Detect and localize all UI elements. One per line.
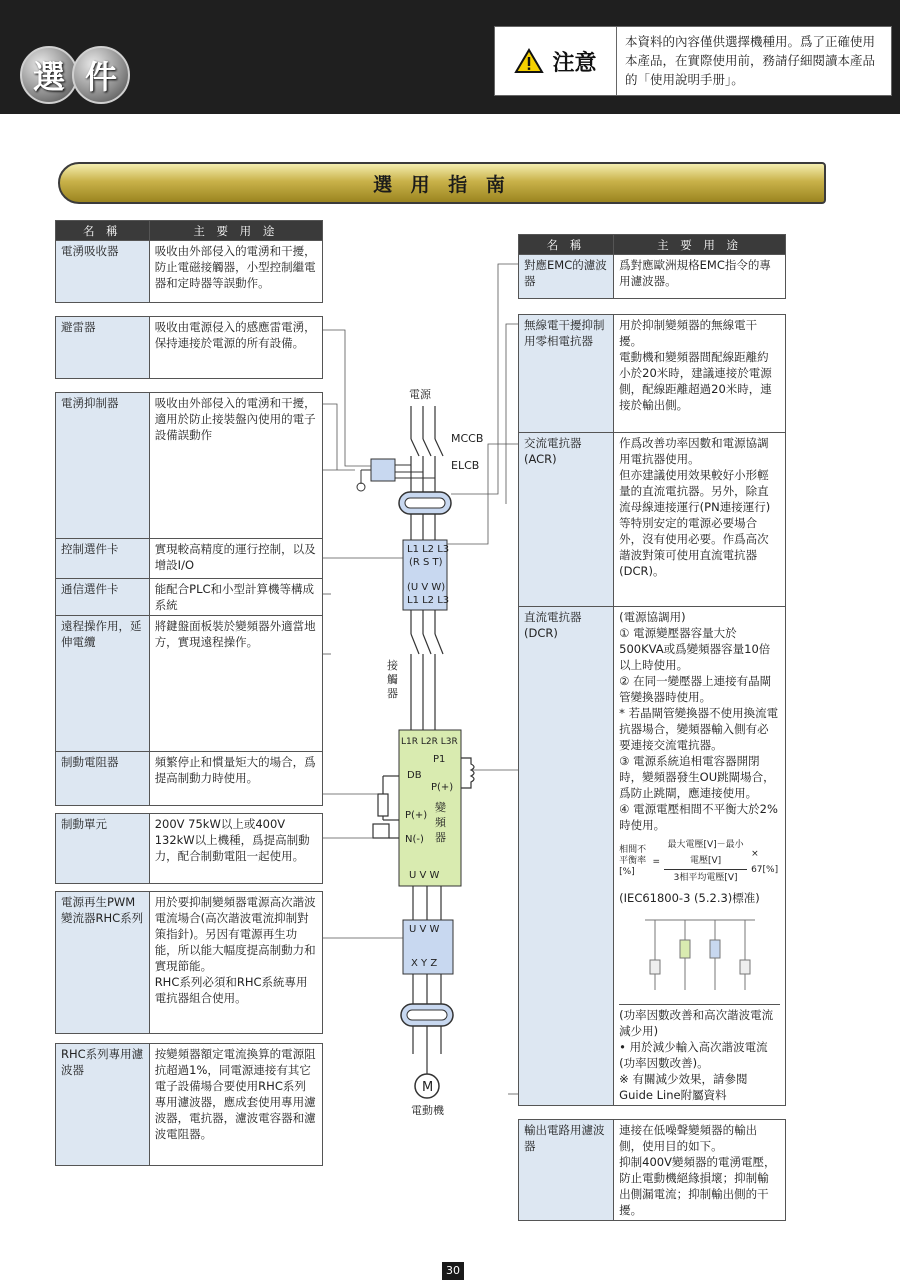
option-name: 制動單元	[56, 814, 150, 884]
pplus-left-terminal: P(+)	[405, 810, 428, 821]
option-name: 通信選件卡	[56, 579, 150, 616]
caution-title: 注意	[552, 50, 597, 76]
option-desc: 將鍵盤面板裝於變頻器外適當地方，實現遠程操作。	[149, 616, 322, 752]
filter-output-terminals: X Y Z	[411, 958, 438, 969]
dcr-desc	[614, 607, 786, 1106]
option-name: 無線電干擾抑制用零相電抗器	[519, 315, 614, 433]
dcr-coil	[461, 758, 474, 788]
note-title: (功率因數改善和高次諧波電流減少用)	[619, 1004, 780, 1039]
option-desc: 200V 75kW以上或400V 132kW以上機種，爲提高制動力，配合制動電阻一起使用。	[149, 814, 322, 884]
option-desc: 用於要抑制變頻器電源高次諧波電流場合(高次諧波電流抑制對策指針)。另因有電源再生功能，所以能大幅度提高制動力和實現節能。 RHC系列必須和RHC系統專用電抗器組合使用。	[149, 892, 322, 1034]
caution-header	[495, 27, 617, 95]
formula-numerator: 最大電壓[V]－最小電壓[V]	[664, 837, 747, 870]
option-desc: 吸收由外部侵入的電湧和干擾，適用於防止接裝盤內使用的電子設備誤動作	[149, 393, 322, 539]
formula-multiplier: × 67[%]	[751, 848, 779, 875]
acr-uvw: (U V W)	[407, 582, 446, 593]
power-lines	[411, 406, 435, 439]
warning-icon	[514, 48, 544, 74]
motor-symbol: M	[422, 1080, 434, 1095]
option-desc: 吸收由外部侵入的電湧和干擾，防止電磁接觸器，小型控制繼電器和定時器等誤動作。	[149, 241, 322, 303]
option-name: 電湧抑制器	[56, 393, 150, 539]
option-name: 交流電抗器(ACR)	[519, 433, 614, 607]
page-number: 30	[442, 1262, 464, 1280]
table-header-row	[56, 221, 323, 241]
acr-output-terminals: L1 L2 L3	[407, 595, 450, 606]
output-lines	[413, 886, 441, 920]
dcr-intro: (電源協調用)	[619, 610, 686, 624]
formula-denominator: 3相平均電壓[V]	[673, 873, 738, 883]
list-item: ④ 電源電壓相間不平衡大於2%時使用。	[619, 802, 778, 832]
header-usage: 主 要 用 途	[614, 235, 786, 255]
mccb-label: MCCB	[451, 432, 484, 445]
p1-terminal: P1	[433, 754, 446, 765]
option-desc: 作爲改善功率因數和電源協調用電抗器使用。 但亦建議使用效果較好小形輕量的直流電抗器。另外，除直流母線連接運行(PN連接運行)等特別安定的電源必要場合外，沒有使用必要。作爲高次諧波對策可使用直流電抗器(DCR)。	[614, 433, 786, 607]
table-row	[56, 579, 323, 616]
option-desc: 頻繁停止和慣量矩大的場合，爲提高制動力時使用。	[149, 752, 322, 806]
pplus-right-terminal: P(+)	[431, 782, 454, 793]
surge-absorber-box	[371, 459, 395, 481]
braking-resistor	[373, 776, 399, 838]
option-name: 對應EMC的濾波器	[519, 255, 614, 299]
ground-icon	[357, 483, 365, 491]
table-row	[56, 241, 323, 303]
header-usage: 主 要 用 途	[149, 221, 322, 241]
banner-title: 選 用 指 南	[373, 173, 511, 196]
wiring-diagram	[323, 234, 518, 1124]
table-row	[56, 752, 323, 806]
contactor-label: 接觸器	[387, 659, 398, 700]
table-row	[56, 393, 323, 539]
header-band	[0, 0, 900, 114]
formula-lhs: 相間不平衡率[%]	[619, 845, 647, 877]
left-options-table	[55, 220, 323, 1166]
note-item: ※ 有關減少效果，請參閱Guide Line附屬資料	[619, 1072, 748, 1102]
motor-label: 電動機	[411, 1104, 444, 1117]
badge-char-1: 選	[20, 46, 78, 104]
table-row	[519, 433, 786, 607]
acr-input-terminals: L1 L2 L3	[407, 544, 450, 555]
option-desc: 吸收由電源侵入的感應雷電湧，保持連接於電源的所有設備。	[149, 317, 322, 379]
elcb-label: ELCB	[451, 459, 480, 472]
caution-box	[494, 26, 892, 96]
option-name: RHC系列專用濾波器	[56, 1044, 150, 1166]
acr-lines	[411, 514, 435, 540]
inverter-input-terminals: L1R L2R L3R	[401, 737, 458, 747]
power-label: 電源	[409, 388, 431, 401]
option-desc: 用於抑制變頻器的無線電干擾。 電動機和變頻器間配線距離約小於20米時，建議連接於電源側，配線距離超過20米時，連接於輸出側。	[614, 315, 786, 433]
standard-ref: (IEC61800-3 (5.2.3)標准)	[619, 891, 760, 905]
contactor-lines	[411, 610, 443, 730]
inverter-output-terminals: U V W	[409, 870, 440, 881]
option-name: 制動電阻器	[56, 752, 150, 806]
table-row	[519, 607, 786, 1106]
option-desc: 爲對應歐洲規格EMC指令的專用濾波器。	[614, 255, 786, 299]
list-item: ① 電源變壓器容量大於500KVA或爲變頻器容量10倍以上時使用。	[619, 626, 771, 672]
option-name: 電源再生PWM變流器RHC系列	[56, 892, 150, 1034]
mini-system-diagram	[625, 910, 775, 1000]
table-row	[519, 315, 786, 433]
table-row	[56, 539, 323, 579]
acr-rst: (R S T)	[409, 557, 443, 568]
option-name: 避雷器	[56, 317, 150, 379]
table-row	[56, 616, 323, 752]
list-item: * 若晶閘管變換器不使用換流電抗器場合，變頻器輸入側有必要連接交流電抗器。	[619, 706, 779, 752]
table-row	[56, 814, 323, 884]
option-name: 直流電抗器(DCR)	[519, 607, 614, 1106]
option-desc: 按變頻器額定電流換算的電源阻抗超過1%，同電源連接有其它電子設備場合要使用RHC系列專用濾波器，應成套使用專用濾波器，電抗器，濾波電容器和濾波電阻器。	[149, 1044, 322, 1166]
inverter-box	[399, 730, 461, 886]
header-name: 名 稱	[519, 235, 614, 255]
section-banner	[58, 162, 826, 204]
filter-input-terminals: U V W	[409, 924, 440, 935]
table-row	[56, 317, 323, 379]
formula-fraction	[664, 837, 747, 886]
imbalance-formula: 相間不平衡率[%] = 最大電壓[V]－最小電壓[V] 3相平均電壓[V] × 67[%]	[619, 837, 780, 886]
table-row	[56, 892, 323, 1034]
caution-text: 本資料的內容僅供選擇機種用。爲了正確使用本產品，在實際使用前，務請仔細閱讀本產品的「使用說明手册」。	[625, 34, 876, 87]
table-header-row	[519, 235, 786, 255]
option-desc: 連接在低噪聲變頻器的輸出側，使用目的如下。 抑制400V變頻器的電湧電壓，防止電動機絕緣損壞；抑制輸出側漏電流；抑制輸出側的干擾。	[614, 1120, 786, 1221]
note-item: • 用於減少輸入高次諧波電流(功率因數改善)。	[619, 1040, 768, 1070]
option-name: 電湧吸收器	[56, 241, 150, 303]
list-item: ③ 電源系統追相電容器開閉時，變頻器發生OU跳閘場合，爲防止跳閘，應連接使用。	[619, 754, 775, 800]
nminus-terminal: N(-)	[405, 834, 424, 845]
inverter-label: 變頻器	[435, 801, 446, 844]
table-row	[519, 1120, 786, 1221]
db-terminal: DB	[407, 770, 422, 781]
table-row	[56, 1044, 323, 1166]
option-desc: 實現較高精度的運行控制，以及增設I/O	[149, 539, 322, 579]
dcr-list	[619, 625, 780, 833]
option-name: 控制選件卡	[56, 539, 150, 579]
table-row	[519, 255, 786, 299]
badge-char-2: 件	[72, 46, 130, 104]
list-item: ② 在同一變壓器上連接有晶閘管變換器時使用。	[619, 674, 772, 704]
option-desc: 能配合PLC和小型計算機等構成系統	[149, 579, 322, 616]
header-name: 名 稱	[56, 221, 150, 241]
right-options-table	[518, 234, 786, 1221]
option-name: 輸出電路用濾波器	[519, 1120, 614, 1221]
option-name: 遠程操作用，延伸電纜	[56, 616, 150, 752]
